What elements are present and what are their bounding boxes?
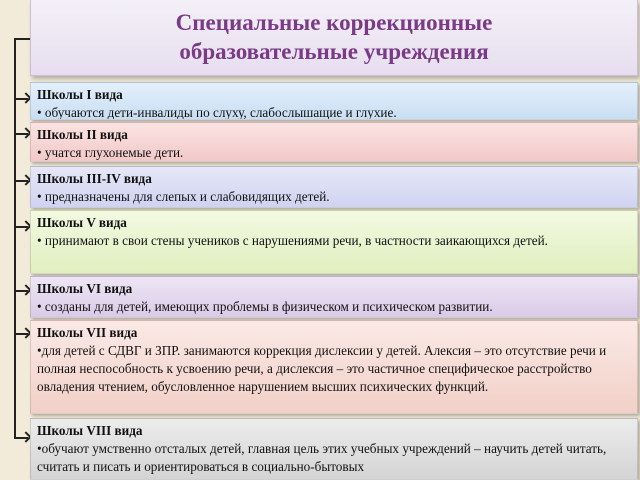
- school-heading: Школы V вида: [37, 215, 127, 230]
- school-heading: Школы II вида: [37, 127, 128, 142]
- school-card-7: [30, 418, 638, 480]
- school-heading: Школы III-IV вида: [37, 171, 152, 186]
- arrow-icon: [14, 133, 28, 135]
- school-description: • учатся глухонемые дети.: [37, 145, 184, 160]
- arrow-icon: [14, 290, 28, 292]
- title-line-2: образовательные учреждения: [179, 39, 489, 64]
- school-description: • созданы для детей, имеющих проблемы в физическом и психическом развитии.: [37, 299, 493, 314]
- school-card-2: [30, 122, 638, 162]
- arrow-icon: [14, 437, 28, 439]
- school-card-6: [30, 320, 638, 414]
- slide-title: [30, 0, 638, 76]
- school-description: • предназначены для слепых и слабовидящих детей.: [37, 189, 330, 204]
- school-description: • обучаются дети-инвалиды по слуху, слабослышащие и глухие.: [37, 105, 397, 120]
- arrow-icon: [14, 98, 28, 100]
- school-card-1: [30, 82, 638, 120]
- school-card-5: [30, 276, 638, 318]
- arrow-icon: [14, 333, 28, 335]
- arrow-icon: [14, 226, 28, 228]
- school-description: •обучают умственно отсталых детей, главная цель этих учебных учреждений – научить детей читать, считать и писать и ориентироваться в социально-бытовых: [37, 441, 607, 474]
- title-line-1: Специальные коррекционные: [175, 10, 493, 35]
- school-heading: Школы VI вида: [37, 281, 133, 296]
- school-description: •для детей с СДВГ и ЗПР. занимаются коррекция дислексии у детей. Алексия – это отсутствие речи и полная неспособность к усвоению речи, а дислексия – это частичное специфическое расстройство овладения чтением, обусловленное нарушением высших психических функций.: [37, 343, 607, 394]
- arrow-icon: [14, 180, 28, 182]
- school-card-4: [30, 210, 638, 274]
- school-heading: Школы I вида: [37, 87, 123, 102]
- school-heading: Школы VIII вида: [37, 423, 143, 438]
- school-heading: Школы VII вида: [37, 325, 138, 340]
- school-card-3: [30, 166, 638, 208]
- school-description: • принимают в свои стены учеников с нарушениями речи, в частности заикающихся детей.: [37, 233, 548, 248]
